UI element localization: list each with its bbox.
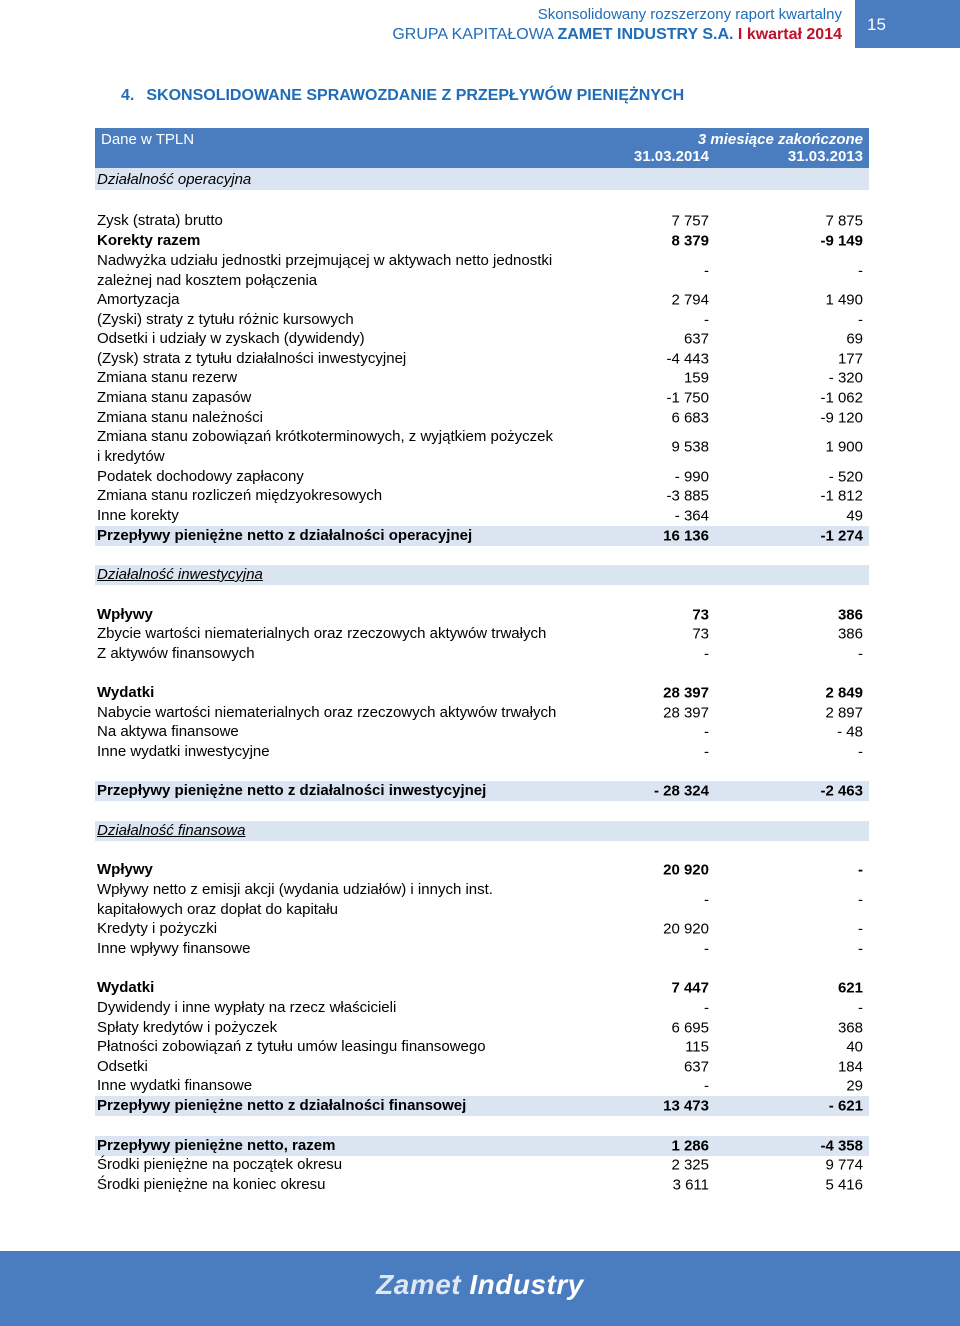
row-value-2013: -9 149 [820,232,863,250]
row-value-2014: - [704,940,709,958]
row-value-2014: - [704,891,709,909]
operating-section-label: Działalność operacyjna [97,171,252,188]
row-label: Inne wpływy finansowe [97,940,251,957]
row-value-2014: 3 611 [672,1176,709,1194]
row-value-2013: -1 274 [820,527,863,545]
row-value-2013: 5 416 [825,1176,863,1194]
table-row [95,742,869,762]
row-label: Zmiana stanu rezerw [97,369,238,386]
row-label: Wpływy [97,606,153,623]
section-title [121,87,684,105]
row-label: Przepływy pieniężne netto z działalności operacyjnej [97,527,473,544]
investing-total-row [95,781,869,801]
row-label: Inne korekty [97,507,179,524]
row-value-2013: - 621 [828,1097,863,1115]
table-header [95,128,869,190]
row-value-2013: 2 897 [825,704,863,722]
row-value-2014: -1 750 [666,389,709,407]
row-label: Przepływy pieniężne netto z działalności inwestycyjnej [97,782,487,799]
row-value-2013: - [858,920,863,938]
table-row [95,388,869,408]
row-label: Korekty razem [97,232,201,249]
section-number: 4. [121,87,135,104]
row-value-2014: 115 [685,1038,709,1056]
table-row [95,408,869,428]
row-label: Nadwyżka udziału jednostki przejmującej w aktywach netto jednostki zależnej nad kosztem połączenia [97,252,553,289]
row-label: Inne wydatki inwestycyjne [97,743,270,760]
row-label: Na aktywa finansowe [97,723,239,740]
row-value-2014: 20 920 [663,861,709,879]
row-value-2014: 637 [683,1058,709,1076]
row-value-2013: 29 [846,1077,863,1095]
row-value-2013: -4 358 [820,1137,863,1155]
row-value-2013: - [858,999,863,1017]
row-label: Z aktywów finansowych [97,645,255,662]
table-row [95,310,869,330]
row-value-2014: 28 397 [663,684,709,702]
row-label: Zmiana stanu zapasów [97,389,252,406]
row-label: Zmiana stanu zobowiązań krótkoterminowych, z wyjątkiem pożyczek i kredytów [97,428,554,465]
row-value-2013: - [858,940,863,958]
row-value-2014: 2 794 [671,291,709,309]
row-value-2013: - [858,891,863,909]
row-value-2014: - 364 [674,507,709,525]
table-row [95,703,869,723]
table-row [95,939,869,959]
row-value-2014: - 990 [674,468,709,486]
table-row [95,329,869,349]
row-label: Spłaty kredytów i pożyczek [97,1019,278,1036]
row-label: Wydatki [97,684,155,701]
row-value-2013: -9 120 [820,409,863,427]
row-label: Przepływy pieniężne netto, razem [97,1137,336,1154]
table-row [95,211,869,231]
row-label: (Zysk) strata z tytułu działalności inwestycyjnej [97,350,407,367]
row-value-2014: 2 325 [671,1156,709,1174]
row-value-2014: - [704,743,709,761]
row-label: Wpływy [97,861,153,878]
row-value-2014: 159 [683,369,709,387]
row-value-2014: 73 [692,625,709,643]
financing-section-label: Działalność finansowa [97,822,246,839]
row-value-2014: - [704,645,709,663]
table-row [95,251,869,291]
row-label: Nabycie wartości niematerialnych oraz rzeczowych aktywów trwałych [97,704,557,721]
row-value-2014: 8 379 [671,232,709,250]
row-value-2013: 49 [846,507,863,525]
column-header-2014: 31.03.2014 [633,148,709,165]
table-row [95,427,869,467]
row-value-2013: - 520 [828,468,863,486]
row-label: Zbycie wartości niematerialnych oraz rzeczowych aktywów trwałych [97,625,547,642]
row-value-2014: 1 286 [671,1137,709,1155]
row-value-2013: 1 900 [825,438,863,456]
period-label: 3 miesiące zakończone [697,131,863,148]
row-value-2013: 386 [837,625,863,643]
row-label: Zmiana stanu należności [97,409,263,426]
row-value-2013: - 48 [837,723,863,741]
row-value-2014: - [704,262,709,280]
row-value-2013: - [858,262,863,280]
row-value-2013: 40 [846,1038,863,1056]
group-label: GRUPA KAPITAŁOWA [392,26,553,43]
row-value-2014: - [704,1077,709,1095]
row-value-2013: -2 463 [820,782,863,800]
row-label: Zysk (strata) brutto [97,212,223,229]
table-row [95,1155,869,1175]
row-label: Kredyty i pożyczki [97,920,218,937]
row-value-2013: 177 [837,350,863,368]
row-label: Wydatki [97,979,155,996]
financing-total-row [95,1096,869,1116]
row-value-2013: - [858,861,863,879]
row-label: Odsetki i udziały w zyskach (dywidendy) [97,330,365,347]
table-row [95,998,869,1018]
table-row [95,624,869,644]
row-value-2013: 184 [837,1058,863,1076]
table-row [95,1057,869,1077]
row-value-2014: 28 397 [663,704,709,722]
section-title-text: SKONSOLIDOWANE SPRAWOZDANIE Z PRZEPŁYWÓW PIENIĘŻNYCH [146,87,685,104]
table-row [95,880,869,920]
table-row [95,1018,869,1038]
row-value-2014: 9 538 [671,438,709,456]
table-row [95,860,869,880]
row-value-2013: 386 [837,606,863,624]
row-value-2014: 16 136 [663,527,709,545]
row-value-2014: - [704,999,709,1017]
table-row [95,919,869,939]
row-value-2013: - 320 [828,369,863,387]
row-label: Przepływy pieniężne netto z działalności finansowej [97,1097,467,1114]
row-value-2014: 6 683 [671,409,709,427]
row-label: Środki pieniężne na koniec okresu [97,1176,326,1193]
row-value-2013: -1 062 [820,389,863,407]
row-value-2013: 2 849 [825,684,863,702]
table-row [95,231,869,251]
footer-band [0,1251,960,1326]
row-value-2014: 7 757 [671,212,709,230]
row-label: Wpływy netto z emisji akcji (wydania udziałów) i innych inst. kapitałowych oraz dopłat do kapitału [97,881,493,918]
row-value-2014: 6 695 [671,1019,709,1037]
column-header-2013: 31.03.2013 [787,148,863,165]
row-label: Odsetki [97,1058,148,1075]
row-value-2014: -3 885 [666,487,709,505]
row-value-2014: - [704,723,709,741]
row-value-2013: -1 812 [820,487,863,505]
report-title: Skonsolidowany rozszerzony raport kwartalny [537,6,842,23]
report-subtitle [392,26,842,44]
row-value-2013: - [858,743,863,761]
investing-section-header [95,565,869,585]
row-value-2013: - [858,311,863,329]
row-label: Podatek dochodowy zapłacony [97,468,304,485]
table-row [95,368,869,388]
operating-total-row [95,526,869,546]
row-label: (Zyski) straty z tytułu różnic kursowych [97,311,354,328]
investing-section-label: Działalność inwestycyjna [97,566,263,583]
row-value-2014: - 28 324 [653,782,709,800]
table-row [95,1175,869,1195]
row-value-2013: 1 490 [825,291,863,309]
table-row [95,722,869,742]
table-row [95,1037,869,1057]
row-value-2013: 621 [837,979,863,997]
row-value-2013: 368 [837,1019,863,1037]
row-label: Amortyzacja [97,291,180,308]
row-label: Inne wydatki finansowe [97,1077,253,1094]
quarter-label: I kwartał 2014 [737,26,842,43]
financing-section-header [95,821,869,841]
row-value-2013: 69 [846,330,863,348]
row-value-2014: -4 443 [666,350,709,368]
table-row [95,349,869,369]
table-row [95,290,869,310]
row-value-2014: - [704,311,709,329]
table-row [95,1076,869,1096]
row-label: Płatności zobowiązań z tytułu umów leasingu finansowego [97,1038,486,1055]
row-value-2013: 7 875 [825,212,863,230]
table-row [95,486,869,506]
row-value-2014: 73 [692,606,709,624]
company-name: ZAMET INDUSTRY S.A. [557,26,734,43]
units-label: Dane w TPLN [101,131,195,148]
row-label: Zmiana stanu rozliczeń międzyokresowych [97,487,383,504]
row-label: Dywidendy i inne wypłaty na rzecz właścicieli [97,999,397,1016]
row-value-2013: 9 774 [825,1156,863,1174]
table-row [95,467,869,487]
row-value-2014: 637 [683,330,709,348]
table-row [95,644,869,664]
row-label: Środki pieniężne na początek okresu [97,1156,343,1173]
row-value-2013: - [858,645,863,663]
row-value-2014: 20 920 [663,920,709,938]
row-value-2014: 13 473 [663,1097,709,1115]
net-cashflow-total-row [95,1136,869,1156]
row-value-2014: 7 447 [671,979,709,997]
page-number: 15 [855,0,960,48]
table-row [95,506,869,526]
table-row [95,978,869,998]
table-row [95,605,869,625]
zamet-industry-logo: Zamet Industry [376,1269,584,1300]
table-row [95,683,869,703]
